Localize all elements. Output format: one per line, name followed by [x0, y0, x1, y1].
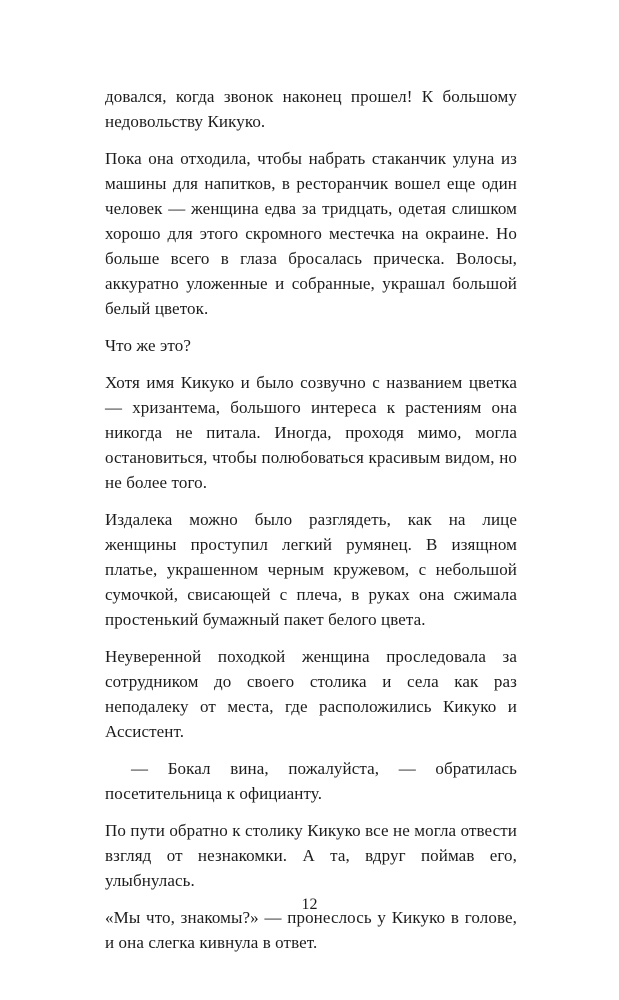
paragraph: По пути обратно к столику Кикуко все не могла отвести взгляд от незнакомки. А та, вдруг поймав его, улыбнулась. [105, 821, 517, 890]
paragraph-dialogue: — Бокал вина, пожалуйста, — обратилась посетительница к официанту. [105, 759, 517, 803]
paragraph: Хотя имя Кикуко и было созвучно с названием цветка — хризантема, большого интереса к растениям она никогда не питала. Иногда, проходя мимо, могла остановиться, чтобы полюбоваться красивым видом, но не более того. [105, 373, 517, 492]
page-text-block [105, 84, 517, 967]
paragraph: Неуверенной походкой женщина проследовала за сотрудником до своего столика и села как раз неподалеку от места, где расположились Кикуко и Ассистент. [105, 647, 517, 741]
paragraph: довался, когда звонок наконец прошел! К большому недовольству Кикуко. [105, 87, 517, 131]
page-number: 12 [301, 896, 318, 913]
paragraph: Пока она отходила, чтобы набрать стаканчик улуна из машины для напитков, в ресторанчик вошел еще один человек — женщина едва за тридцать, одетая слишком хорошо для этого скромного местечка на окраине. Но больше всего в глаза бросалась прическа. Волосы, аккуратно уложенные и собранные, украшал большой белый цветок. [105, 149, 517, 318]
paragraph: «Мы что, знакомы?» — пронеслось у Кикуко в голове, и она слегка кивнула в ответ. [105, 908, 517, 952]
paragraph: Что же это? [105, 336, 191, 355]
paragraph: Издалека можно было разглядеть, как на лице женщины проступил легкий румянец. В изящном платье, украшенном черным кружевом, с небольшой сумочкой, свисающей с плеча, в руках она сжимала простенький бумажный пакет белого цвета. [105, 510, 517, 629]
